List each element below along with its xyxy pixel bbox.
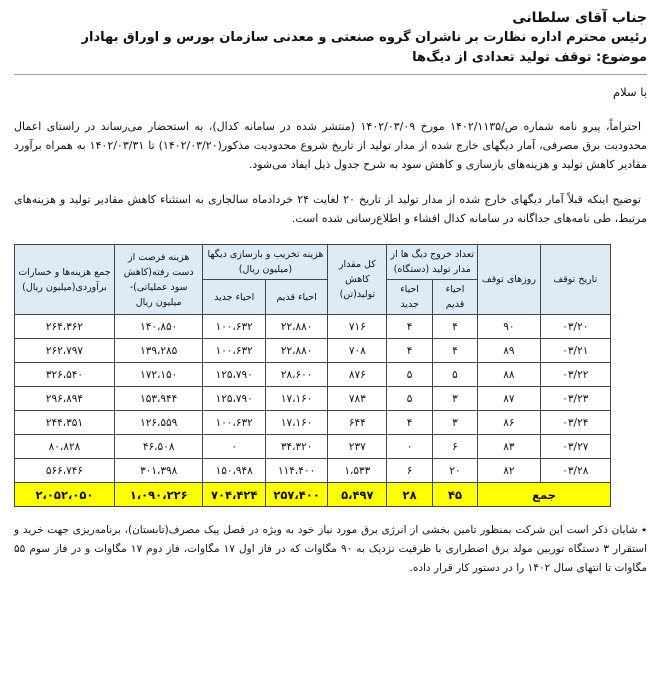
total-opportunity: ۱،۰۹۰،۲۲۶: [114, 483, 203, 507]
cell-date: ۰۳/۲۰: [540, 315, 610, 339]
table-row: [15, 339, 611, 363]
cell-total: ۲۶۴،۳۶۲: [15, 315, 115, 339]
cell-reduction: ۸۷۶: [328, 363, 387, 387]
cell-total: ۵۶۶،۷۴۶: [15, 459, 115, 483]
col-header-count-old: احیاء قدیم: [432, 280, 477, 315]
cell-days: ۸۲: [478, 459, 540, 483]
table-row: [15, 459, 611, 483]
total-label: جمع: [478, 483, 611, 507]
paragraph-intro: احتراماً، پیرو نامه شماره ص/۱۴۰۲/۱۱۳۵ مورخ ۱۴۰۲/۰۳/۰۹ (منتشر شده در سامانه کدال)، به استحضار می‌رساند در راستای اعمال محدودیت برق مصرفی، آمار دیگهای خارج شده از مدار تولید از تاریخ شروع محدودیت مذکور(۱۴۰۲/۰۳/۲۰) تا ۱۴۰۲/۰۳/۳۱ به همراه برآورد مقادیر کاهش تولید و هزینه‌های بازسازی و کاهش سود به شرح جدول ذیل ایفاد می‌شود.: [14, 120, 647, 171]
total-damage-old: ۲۵۷،۴۰۰: [265, 483, 327, 507]
cell-count-old: ۶: [432, 435, 477, 459]
col-header-count: تعداد خروج دیگ ها از مدار تولید (دستگاه): [387, 245, 478, 280]
cell-total: ۸۰،۸۲۸: [15, 435, 115, 459]
col-header-reduction: کل مقدار کاهش تولید(تن): [328, 245, 387, 315]
total-count-new: ۲۸: [387, 483, 432, 507]
cell-count-old: ۴: [432, 339, 477, 363]
cell-opportunity: ۱۷۲،۱۵۰: [114, 363, 203, 387]
cell-total: ۳۲۶،۵۴۰: [15, 363, 115, 387]
cell-damage-old: ۲۲،۸۸۰: [265, 339, 327, 363]
cell-count-new: ۴: [387, 315, 432, 339]
col-header-days: روزهای توقف: [478, 245, 540, 315]
col-header-total-cost: جمع هزینه‌ها و خسارات برآوردی(میلیون ریال): [15, 245, 115, 315]
cell-damage-new: ۱۲۵،۷۹۰: [203, 363, 265, 387]
paragraph-explanation: توضیح اینکه قبلاً آمار دیگهای خارج شده از مدار تولید از تاریخ ۲۰ لغایت ۲۴ خردادماه سالجاری به استثناء کاهش مقادیر تولید و هزینه‌های مرتبط، طی نامه‌های جداگانه در سامانه کدال افشاء و اطلاع‌رسانی شده است.: [14, 193, 647, 225]
subject-line: موضوع: توقف تولید تعدادی از دیگ‌ها: [412, 50, 647, 65]
table-row: [15, 315, 611, 339]
cell-count-old: ۵: [432, 363, 477, 387]
cell-days: ۸۷: [478, 387, 540, 411]
cell-days: ۸۸: [478, 363, 540, 387]
cell-date: ۰۳/۲۸: [540, 459, 610, 483]
cell-damage-old: ۳۴،۳۲۰: [265, 435, 327, 459]
cell-count-old: ۳: [432, 387, 477, 411]
total-reduction: ۵،۴۹۷: [328, 483, 387, 507]
cell-damage-new: ۱۰۰،۶۳۲: [203, 339, 265, 363]
cell-count-new: ۵: [387, 387, 432, 411]
table-row: [15, 435, 611, 459]
footnote: ٭ شایان ذکر است این شرکت بمنظور تامین بخشی از انرژی برق مورد نیاز خود به ویژه در فصل پیک مصرف(تابستان)، برنامه‌ریزی جهت خرید و استقرار ۳ دستگاه توربین مولد برق اضطراری با ظرفیت نزدیک به ۹۰ مگاوات که در فاز اول ۱۷ مگاوات، فاز دوم ۱۷ مگاوات و در فاز سوم ۵۵ مگاوات تا انتهای سال ۱۴۰۲ را در دستور کار قرار داده.: [14, 524, 647, 574]
cell-reduction: ۷۰۸: [328, 339, 387, 363]
cell-damage-old: ۱۷،۱۶۰: [265, 387, 327, 411]
greeting: با سلام: [613, 85, 647, 99]
cell-total: ۲۶۲،۷۹۷: [15, 339, 115, 363]
cell-count-old: ۳: [432, 411, 477, 435]
cell-days: ۸۹: [478, 339, 540, 363]
cell-damage-old: ۱۱۴،۴۰۰: [265, 459, 327, 483]
cell-date: ۰۳/۲۱: [540, 339, 610, 363]
total-cost: ۲،۰۵۲،۰۵۰: [15, 483, 115, 507]
cell-opportunity: ۳۰۱،۳۹۸: [114, 459, 203, 483]
col-header-opportunity: هزینه فرصت از دست رفته(کاهش سود عملیاتی)-میلیون ریال: [114, 245, 203, 315]
total-count-old: ۴۵: [432, 483, 477, 507]
cell-opportunity: ۱۵۳،۹۴۴: [114, 387, 203, 411]
col-header-damage-new: احیاء جدید: [203, 280, 265, 315]
total-damage-new: ۷۰۴،۴۲۴: [203, 483, 265, 507]
cell-date: ۰۳/۲۷: [540, 435, 610, 459]
cell-damage-old: ۱۷،۱۶۰: [265, 411, 327, 435]
cell-reduction: ۷۱۶: [328, 315, 387, 339]
cell-damage-new: ۱۲۵،۷۹۰: [203, 387, 265, 411]
cell-total: ۲۹۶،۸۹۴: [15, 387, 115, 411]
cell-opportunity: ۱۲۶،۵۵۹: [114, 411, 203, 435]
cell-days: ۸۶: [478, 411, 540, 435]
table-total-row: [15, 483, 611, 507]
cell-reduction: ۶۴۴: [328, 411, 387, 435]
table-row: [15, 387, 611, 411]
cell-opportunity: ۱۴۰،۸۵۰: [114, 315, 203, 339]
boiler-stoppage-table: [14, 244, 611, 507]
cell-damage-new: ۱۰۰،۶۳۲: [203, 315, 265, 339]
cell-damage-old: ۲۲،۸۸۰: [265, 315, 327, 339]
cell-opportunity: ۴۶،۵۰۸: [114, 435, 203, 459]
cell-count-old: ۲۰: [432, 459, 477, 483]
table-row: [15, 363, 611, 387]
recipient-line: جناب آقای سلطانی: [512, 10, 647, 26]
cell-count-new: ۶: [387, 459, 432, 483]
col-header-damage-old: احیاء قدیم: [265, 280, 327, 315]
table-row: [15, 411, 611, 435]
header-divider: [14, 74, 647, 75]
col-header-date: تاریخ توقف: [540, 245, 610, 315]
cell-opportunity: ۱۳۹،۲۸۵: [114, 339, 203, 363]
cell-damage-new: ۱۰۰،۶۳۲: [203, 411, 265, 435]
cell-damage-new: ۱۵۰،۹۴۸: [203, 459, 265, 483]
col-header-count-new: احیاء جدید: [387, 280, 432, 315]
cell-count-new: ۰: [387, 435, 432, 459]
cell-date: ۰۳/۲۴: [540, 411, 610, 435]
col-header-damage: هزینه تخریب و بازسازی دیگها (میلیون ریال): [203, 245, 328, 280]
cell-damage-old: ۲۸،۶۰۰: [265, 363, 327, 387]
cell-count-new: ۴: [387, 411, 432, 435]
cell-date: ۰۳/۲۲: [540, 363, 610, 387]
cell-count-new: ۵: [387, 363, 432, 387]
cell-count-old: ۴: [432, 315, 477, 339]
cell-damage-new: ۰: [203, 435, 265, 459]
cell-reduction: ۷۸۳: [328, 387, 387, 411]
cell-reduction: ۱،۵۳۳: [328, 459, 387, 483]
position-line: رئیس محترم اداره نظارت بر ناشران گروه صنعتی و معدنی سازمان بورس و اوراق بهادار: [81, 30, 647, 45]
cell-count-new: ۴: [387, 339, 432, 363]
cell-date: ۰۳/۲۳: [540, 387, 610, 411]
cell-total: ۲۴۴،۳۵۱: [15, 411, 115, 435]
cell-days: ۹۰: [478, 315, 540, 339]
cell-reduction: ۲۳۷: [328, 435, 387, 459]
cell-days: ۸۳: [478, 435, 540, 459]
